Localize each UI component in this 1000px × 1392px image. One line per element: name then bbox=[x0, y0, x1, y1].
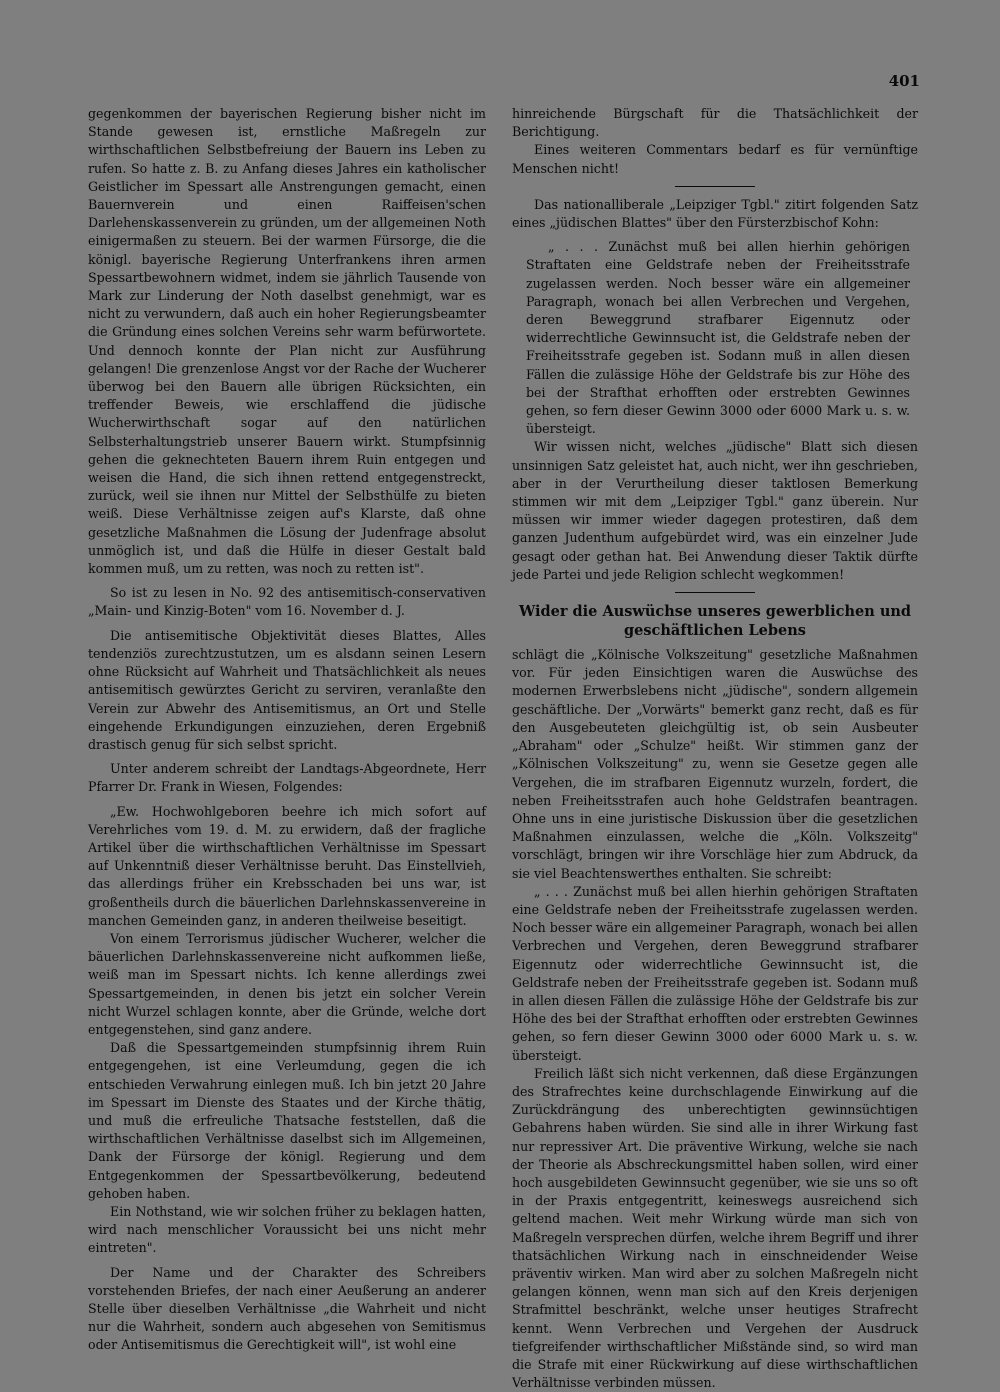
quote-paragraph: „Ew. Hochwohlgeboren beehre ich mich sofort auf Verehrliches vom 19. d. M. zu erwidern, daß der fragliche Artikel über die wirthschaftlichen Verhältnisse im Spessart auf Unkenntniß dieser Verhältnisse beruht. Das Einstellvieh, das allerdings früher ein Krebsschaden bei uns war, ist großentheils durch die bäuerlichen Darlehnskassenvereine in manchen Gemeinden ganz, in anderen theilweise beseitigt. bbox=[88, 803, 486, 928]
quote-paragraph: Daß die Spessartgemeinden stumpfsinnig ihrem Ruin entgegengehen, ist eine Verleumdung, gegen die ich entschieden Verwahrung einlegen muß. Ich bin jetzt 20 Jahre im Spessart im Dienste des Staates und der Kirche thätig, und muß die erfreuliche Thatsache feststellen, daß die wirthschaftlichen Verhältnisse daselbst sich im Allgemeinen, Dank der Fürsorge der königl. Regierung und dem Entgegenkommen der Spessartbevölkerung, bedeutend gehoben haben. bbox=[88, 1040, 486, 1201]
section-divider bbox=[675, 592, 755, 593]
quote-paragraph: „ . . . Zunächst muß bei allen hierhin gehörigen Straftaten eine Geldstrafe neben der Freiheitsstrafe zugelassen werden. Noch besser wäre ein allgemeiner Paragraph, wonach bei allen Verbrechen und Vergehen, deren Beweggrund strafbarer Eigennutz oder widerrechtliche Gewinnsucht ist, die Geldstrafe neben der Freiheitsstrafe gegeben ist. Sodann muß in allen diesen Fällen die zulässige Höhe der Geldstrafe bis zur Höhe des bei der Strafthat erhofften oder erstrebten Gewinnes gehen, so fern dieser Gewinn 3000 oder 6000 Mark u. s. w. übersteigt. bbox=[512, 883, 918, 1063]
paragraph: Unter anderem schreibt der Landtags-Abgeordnete, Herr Pfarrer Dr. Frank in Wiesen, Folgendes: bbox=[88, 761, 486, 795]
page-number: 401 bbox=[888, 72, 920, 90]
paragraph: schlägt die „Kölnische Volkszeitung" gesetzliche Maßnahmen vor. Für jeden Einsichtigen waren die Auswüchse des modernen Erwerbslebens nicht „jüdische", sondern allgemein geschäftliche. Der „Vorwärts" bemerkt ganz recht, daß es für den Ausgebeuteten gleichgültig ist, ob sein Ausbeuter „Abraham" oder „Schulze" heißt. Wir stimmen ganz der „Kölnischen Volkszeitung" zu, wenn sie Gesetze gegen alle Vergehen, die im strafbaren Eigennutz wurzeln, fordert, die neben Freiheitsstrafen auch hohe Geldstrafen beantragen. Ohne uns in eine juristische Diskussion über die gesetzlichen Maßnahmen einzulassen, welche die „Köln. Volkszeitg" vorschlägt, bringen wir ihre Vorschläge hier zum Abdruck, da sie viel Beachtenswerthes enthalten. Sie schreibt: bbox=[512, 647, 918, 881]
quote-block bbox=[512, 238, 918, 438]
quote-paragraph: Ein Nothstand, wie wir solchen früher zu beklagen hatten, wird nach menschlicher Voraussicht bei uns nicht mehr eintreten". bbox=[88, 1203, 486, 1256]
section-divider bbox=[675, 186, 755, 187]
left-column bbox=[88, 105, 486, 1355]
paragraph: hinreichende Bürgschaft für die Thatsächlichkeit der Berichtigung. bbox=[512, 106, 918, 140]
quote-paragraph: Von einem Terrorismus jüdischer Wucherer, welcher die bäuerlichen Darlehnskassenvereine nicht aufkommen ließe, weiß man im Spessart nichts. Ich kenne allerdings zwei Spessartgemeinden, in denen bis jetzt ein solcher Verein nicht Wurzel schlagen konnte, aber die Gründe, welche dort entgegenstehen, sind ganz andere. bbox=[88, 930, 486, 1037]
paragraph: gegenkommen der bayerischen Regierung bisher nicht im Stande gewesen ist, ernstliche Maßregeln zur wirthschaftlichen Selbstbefreiung der Bauern ins Leben zu rufen. So hatte z. B. zu Anfang dieses Jahres ein katholischer Geistlicher im Spessart alle Anstrengungen gemacht, einen Bauernverein und einen Raiffeisen'schen Darlehenskassenverein zu gründen, um der allgemeinen Noth einigermaßen zu steuern. Bei der warmen Fürsorge, die die königl. bayerische Regierung Unterfrankens ihren armen Spessartbewohnern widmet, indem sie jährlich Tausende von Mark zur Linderung der Noth daselbst genehmigt, war es nicht zu verwundern, daß auch ein hoher Regierungsbeamter die Gründung eines solchen Vereins sehr warm befürwortete. Und dennoch konnte der Plan nicht zur Ausführung gelangen! Die grenzenlose Angst vor der Rache der Wucherer überwog bei den Bauern alle übrigen Rücksichten, ein treffender Beweis, wie erschlaffend die jüdische Wucherwirthschaft sogar auf den natürlichen Selbsterhaltungstrieb unserer Bauern wirkt. Stumpfsinnig gehen die geknechteten Bauern ihrem Ruin entgegen und weisen die Hand, die sich ihnen rettend entgegenstreckt, zurück, weil sie ihnen nur Mittel der Selbsthülfe zu bieten weiß. Diese Verhältnisse zeigen auf's Klarste, daß ohne gesetzliche Maßnahmen die Lösung der Judenfrage absolut unmöglich ist, und daß die Hülfe in dieser Gestalt bald kommen muß, um zu retten, was noch zu retten ist". bbox=[88, 106, 486, 577]
section-heading: Wider die Auswüchse unseres gewerblichen und geschäftlichen Lebens bbox=[518, 603, 912, 640]
paragraph: Wir wissen nicht, welches „jüdische" Blatt sich diesen unsinnigen Satz geleistet hat, auch nicht, wer ihn geschrieben, aber in der Verurtheilung dieser taktlosen Bemerkung stimmen wir mit dem „Leipziger Tgbl." ganz überein. Nur müssen wir immer wieder dagegen protestiren, daß dem ganzen Judenthum aufgebürdet wird, was ein einzelner Jude gesagt oder gethan hat. Bei Anwendung dieser Taktik dürfte jede Partei und jede Religion schlecht wegkommen! bbox=[512, 439, 918, 582]
quote-paragraph: „ . . . Zunächst muß bei allen hierhin gehörigen Straftaten eine Geldstrafe neben der Freiheitsstrafe zugelassen werden. Noch besser wäre ein allgemeiner Paragraph, wonach bei allen Verbrechen und Vergehen, deren Beweggrund strafbarer Eigennutz oder widerrechtliche Gewinnsucht ist, die Geldstrafe neben der Freiheitsstrafe gegeben ist. Sodann muß in allen diesen Fällen die zulässige Höhe der Geldstrafe bis zur Höhe des bei der Strafthat erhofften oder erstrebten Gewinnes gehen, so fern dieser Gewinn 3000 oder 6000 Mark u. s. w. übersteigt. bbox=[526, 239, 910, 437]
paragraph: Das nationalliberale „Leipziger Tgbl." zitirt folgenden Satz eines „jüdischen Blattes" über den Fürsterzbischof Kohn: bbox=[512, 196, 918, 231]
paragraph: Die antisemitische Objektivität dieses Blattes, Alles tendenziös zurechtzustutzen, um es alsdann seinen Lesern ohne Rücksicht auf Wahrheit und Thatsächlichkeit als neues antisemitisch gewürztes Gericht zu serviren, veranlaßte den Verein zur Abwehr des Antisemitismus, an Ort und Stelle eingehende Erkundigungen einzuziehen, deren Ergebniß drastisch genug für sich selbst spricht. bbox=[88, 627, 486, 752]
paragraph: Eines weiteren Commentars bedarf es für vernünftige Menschen nicht! bbox=[512, 142, 918, 176]
right-column bbox=[512, 105, 918, 1392]
quote-paragraph: Freilich läßt sich nicht verkennen, daß diese Ergänzungen des Strafrechtes keine durchschlagende Einwirkung auf die Zurückdrängung des unberechtigten gewinnsüchtigen Gebahrens haben würden. Sie sind alle in ihrer Wirkung fast nur repressiver Art. Die präventive Wirkung, welche sie nach der Theorie als Abschreckungsmittel haben sollen, wird einer hoch ausgebildeten Gewinnsucht gegenüber, wie sie uns so oft in der Praxis entgegentritt, keineswegs ausreichend sich geltend machen. Weit mehr Wirkung würde man sich von Maßregeln versprechen dürfen, welche ihrem Begriff und ihrer thatsächlichen Wirkung nach in einschneidender Weise präventiv wirken. Man wird aber zu solchen Maßregeln nicht gelangen können, wenn man sich auf den Kreis derjenigen Strafmittel beschränkt, welche unser heutiges Strafrecht kennt. Wenn Verbrechen und Vergehen der Ausdruck tiefgreifender wirthschaftlicher Mißstände sind, so wird man die Strafe mit einer Rückwirkung auf diese wirthschaftlichen Verhältnisse verbinden müssen. bbox=[512, 1065, 918, 1391]
paragraph: Der Name und der Charakter des Schreibers vorstehenden Briefes, der nach einer Aeußerung an anderer Stelle über dieselben Verhältnisse „die Wahrheit und nicht nur die Wahrheit, sondern auch abgesehen von Semitismus oder Antisemitismus die Gerechtigkeit will", ist wohl eine bbox=[88, 1264, 486, 1353]
paragraph: So ist zu lesen in No. 92 des antisemitisch-conservativen „Main- und Kinzig-Boten" vom 16. November d. J. bbox=[88, 585, 486, 619]
